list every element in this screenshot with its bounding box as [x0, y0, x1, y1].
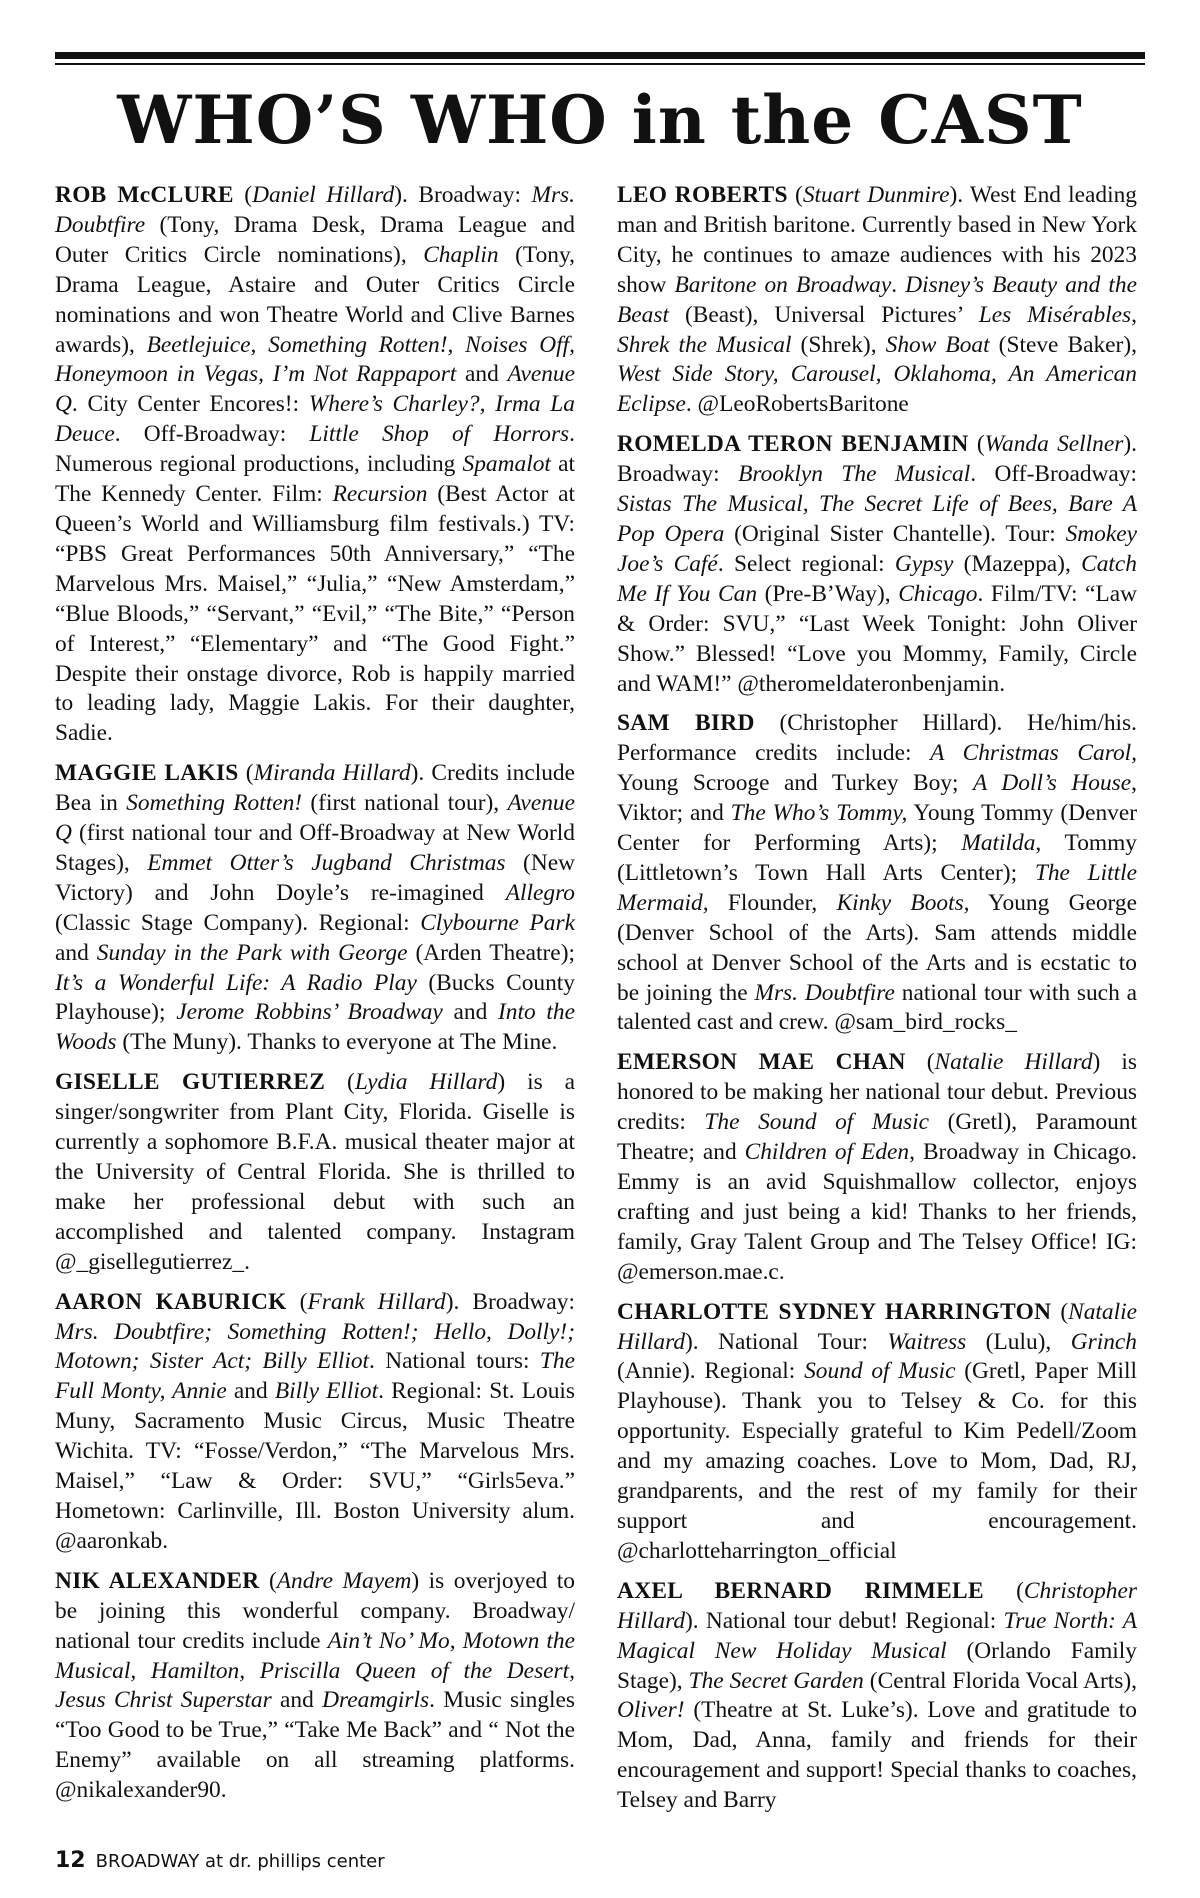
- cast-member-name: MAGGIE LAKIS: [55, 760, 239, 787]
- page-footer: [55, 1848, 385, 1873]
- italic-credit: Mrs. Doubtfire; Something Rotten!; Hello, Dolly!; Motown; Sister Act; Billy Elliot: [55, 1318, 575, 1375]
- header-rule-thick: [55, 52, 1145, 59]
- italic-credit: Shrek the Musical: [617, 331, 792, 358]
- italic-credit: Something Rotten!: [126, 790, 303, 817]
- italic-credit: Recursion: [332, 481, 428, 508]
- italic-credit: Frank Hillard: [307, 1288, 446, 1315]
- page-title: WHO’S WHO in the CAST: [117, 81, 1083, 159]
- bio-entry: CHARLOTTE SYDNEY HARRINGTON (Natalie Hillard). National Tour: Waitress (Lulu), Grinch (Annie). Regional: Sound of Music (Gretl, Paper Mill Playhouse). Thank you to Telsey & Co. for this opportunity. Especially grateful to Kim Pedell/Zoom and my amazing coaches. Love to Mom, Dad, RJ, grandparents, and the rest of my family for their support and encouragement. @charlotteharrington_official: [617, 1298, 1138, 1564]
- italic-credit: Into the Woods: [55, 999, 576, 1056]
- italic-credit: Chicago: [898, 580, 978, 607]
- italic-credit: Natalie Hillard: [617, 1298, 1138, 1355]
- italic-credit: Kinky Boots,: [836, 889, 970, 916]
- bio-entry: AARON KABURICK (Frank Hillard). Broadway: Mrs. Doubtfire; Something Rotten!; Hello, Dolly!; Motown; Sister Act; Billy Elliot. National tours: The Full Monty, Annie and Billy Elliot. Regional: St. Louis Muny, Sacramento Music Circus, Music Theatre Wichita. TV: “Fosse/Verdon,” “The Marvelous Mrs. Maisel,” “Law & Order: SVU,” “Girls5eva.” Hometown: Carlinville, Ill. Boston University alum. @aaronkab.: [55, 1288, 575, 1554]
- italic-credit: Avenue Q: [55, 790, 575, 847]
- cast-member-name: GISELLE GUTIERREZ: [55, 1069, 326, 1096]
- italic-credit: It’s a Wonderful Life: A Radio Play: [55, 969, 417, 996]
- italic-credit: West Side Story, Carousel, Oklahoma, An American Eclipse: [617, 361, 1137, 418]
- italic-credit: A Christmas Carol,: [930, 740, 1137, 767]
- bio-entry: EMERSON MAE CHAN (Natalie Hillard) is honored to be making her national tour debut. Previous credits: The Sound of Music (Gretl), Paramount Theatre; and Children of Eden, Broadway in Chicago. Emmy is an avid Squishmallow collector, enjoys crafting and just being a kid! Thanks to her friends, family, Gray Talent Group and The Telsey Office! IG: @emerson.mae.c.: [617, 1049, 1138, 1285]
- italic-credit: Daniel Hillard: [252, 182, 395, 208]
- italic-credit: Avenue Q: [55, 361, 576, 418]
- italic-credit: Wanda Sellner: [984, 431, 1124, 458]
- italic-credit: Children of Eden: [744, 1139, 910, 1166]
- right-column: [617, 181, 1137, 1826]
- header-rule-thin: [55, 63, 1145, 65]
- italic-credit: Emmet Otter’s Jugband Christmas: [147, 849, 506, 876]
- cast-member-name: AXEL BERNARD RIMMELE: [617, 1577, 984, 1604]
- italic-credit: A Doll’s House: [973, 770, 1132, 797]
- cast-member-name: AARON KABURICK: [55, 1288, 287, 1315]
- italic-credit: The Sound of Music: [704, 1109, 930, 1136]
- italic-credit: Brooklyn The Musical: [738, 461, 971, 488]
- italic-credit: Where’s Charley?, Irma La Deuce: [55, 391, 575, 448]
- italic-credit: Baritone on Broadway: [674, 271, 892, 298]
- bio-entry: SAM BIRD (Christopher Hillard). He/him/his. Performance credits include: A Christmas Carol, Young Scrooge and Turkey Boy; A Doll’s House, Viktor; and The Who’s Tommy, Young Tommy (Denver Center for Performing Arts); Matilda, Tommy (Littletown’s Town Hall Arts Center); The Little Mermaid, Flounder, Kinky Boots, Young George (Denver School of the Arts). Sam attends middle school at Denver School of the Arts and is ecstatic to be joining the Mrs. Doubtfire national tour with such a talented cast and crew. @sam_bird_rocks_: [617, 710, 1138, 1036]
- publication-name: BROADWAY at dr. phillips center: [95, 1851, 385, 1872]
- italic-credit: Grinch: [1070, 1328, 1137, 1355]
- page-number: 12: [55, 1848, 86, 1873]
- italic-credit: Lydia Hillard: [354, 1069, 498, 1096]
- bio-entry: AXEL BERNARD RIMMELE (Christopher Hillard). National tour debut! Regional: True North: A Magical New Holiday Musical (Orlando Family Stage), The Secret Garden (Central Florida Vocal Arts), Oliver! (Theatre at St. Luke’s). Love and gratitude to Mom, Dad, Anna, family and friends for their encouragement and support! Special thanks to coaches, Telsey and Barry: [617, 1577, 1138, 1814]
- cast-member-name: EMERSON MAE CHAN: [617, 1049, 906, 1076]
- italic-credit: Waitress: [887, 1328, 967, 1355]
- italic-credit: Sistas The Musical, The Secret Life of Bees, Bare A Pop Opera: [617, 491, 1137, 547]
- cast-member-name: SAM BIRD: [617, 710, 755, 737]
- bio-entry: NIK ALEXANDER (Andre Mayem) is overjoyed to be joining this wonderful company. Broadway/ national tour credits include Ain’t No’ Mo, Motown the Musical, Hamilton, Priscilla Queen of the Desert, Jesus Christ Superstar and Dreamgirls. Music singles “Too Good to be True,” “Take Me Back” and “ Not the Enemy” available on all streaming platforms. @nikalexander90.: [55, 1567, 576, 1804]
- italic-credit: Mrs. Doubtfire: [55, 182, 575, 238]
- italic-credit: Andre Mayem: [276, 1567, 412, 1594]
- bio-entry: LEO ROBERTS (Stuart Dunmire). West End leading man and British baritone. Currently based in New York City, he continues to amaze audiences with his 2023 show Baritone on Broadway. Disney’s Beauty and the Beast (Beast), Universal Pictures’ Les Misérables, Shrek the Musical (Shrek), Show Boat (Steve Baker), West Side Story, Carousel, Oklahoma, An American Eclipse. @LeoRobertsBaritone: [617, 182, 1138, 418]
- italic-credit: Show Boat: [885, 331, 990, 358]
- cast-member-name: NIK ALEXANDER: [55, 1567, 260, 1594]
- italic-credit: Sound of Music: [804, 1358, 956, 1385]
- italic-credit: Spamalot: [462, 451, 551, 478]
- bio-entry: MAGGIE LAKIS (Miranda Hillard). Credits include Bea in Something Rotten! (first national tour), Avenue Q (first national tour and Off-Broadway at New World Stages), Emmet Otter’s Jugband Christmas (New Victory) and John Doyle’s re-imagined Allegro (Classic Stage Company). Regional: Clybourne Park and Sunday in the Park with George (Arden Theatre); It’s a Wonderful Life: A Radio Play (Bucks County Playhouse); Jerome Robbins’ Broadway and Into the Woods (The Muny). Thanks to everyone at The Mine.: [55, 760, 576, 1056]
- italic-credit: Les Misérables: [978, 301, 1132, 328]
- cast-member-name: ROB McCLURE: [55, 182, 234, 208]
- italic-credit: Gypsy: [894, 550, 954, 577]
- italic-credit: Disney’s Beauty and the Beast: [617, 271, 1137, 328]
- italic-credit: Billy Elliot: [274, 1378, 379, 1405]
- italic-credit: Jerome Robbins’ Broadway: [176, 999, 443, 1026]
- italic-credit: The Little Mermaid,: [617, 859, 1137, 916]
- italic-credit: Miranda Hillard: [253, 760, 411, 787]
- italic-credit: Christopher Hillard: [617, 1577, 1137, 1634]
- italic-credit: The Who’s Tommy,: [730, 800, 908, 827]
- bio-entry: ROB McCLURE (Daniel Hillard). Broadway: Mrs. Doubtfire (Tony, Drama Desk, Drama League and Outer Critics Circle nominations), Chaplin (Tony, Drama League, Astaire and Outer Critics Circle nominations and won Theatre World and Clive Barnes awards), Beetlejuice, Something Rotten!, Noises Off, Honeymoon in Vegas, I’m Not Rappaport and Avenue Q. City Center Encores!: Where’s Charley?, Irma La Deuce. Off-Broadway: Little Shop of Horrors. Numerous regional productions, including Spamalot at The Kennedy Center. Film: Recursion (Best Actor at Queen’s World and Williamsburg film festivals.) TV: “PBS Great Performances 50th Anniversary,” “The Marvelous Mrs. Maisel,” “Julia,” “New Amsterdam,” “Blue Bloods,” “Servant,” “Evil,” “The Bite,” “Person of Interest,” “Elementary” and “The Good Fight.” Despite their onstage divorce, Rob is happily married to leading lady, Maggie Lakis. For their daughter, Sadie.: [55, 182, 576, 747]
- header-rule: [55, 52, 1145, 65]
- italic-credit: True North: A Magical New Holiday Musical: [617, 1607, 1137, 1664]
- italic-credit: Little Shop of Horrors: [309, 421, 570, 448]
- italic-credit: Beetlejuice, Something Rotten!, Noises Off, Honeymoon in Vegas, I’m Not Rappaport: [55, 331, 575, 388]
- italic-credit: Matilda: [961, 830, 1036, 857]
- italic-credit: The Full Monty, Annie: [55, 1348, 575, 1405]
- bio-entry: ROMELDA TERON BENJAMIN (Wanda Sellner). Broadway: Brooklyn The Musical. Off-Broadway: Sistas The Musical, The Secret Life of Bees, Bare A Pop Opera (Original Sister Chantelle). Tour: Smokey Joe’s Café. Select regional: Gypsy (Mazeppa), Catch Me If You Can (Pre-B’Way), Chicago. Film/TV: “Law & Order: SVU,” “Last Week Tonight: John Oliver Show.” Blessed! “Love you Mommy, Family, Circle and WAM!” @theromeldateronbenjamin.: [617, 431, 1137, 697]
- italic-credit: The Secret Garden: [688, 1667, 864, 1694]
- italic-credit: Dreamgirls: [322, 1687, 430, 1714]
- italic-credit: Natalie Hillard: [934, 1049, 1093, 1076]
- left-column: [55, 181, 575, 1816]
- italic-credit: Smokey Joe’s Café: [617, 520, 1137, 577]
- italic-credit: Ain’t No’ Mo, Motown the Musical, Hamilton, Priscilla Queen of the Desert, Jesus Christ Superstar: [55, 1627, 575, 1714]
- italic-credit: Stuart Dunmire: [802, 182, 950, 208]
- italic-credit: Oliver!: [617, 1697, 685, 1724]
- cast-member-name: LEO ROBERTS: [617, 182, 788, 208]
- italic-credit: Clybourne Park: [420, 909, 575, 936]
- cast-member-name: ROMELDA TERON BENJAMIN: [617, 431, 969, 458]
- italic-credit: Mrs. Doubtfire: [754, 979, 895, 1006]
- italic-credit: Chaplin: [423, 241, 499, 268]
- bio-entry: GISELLE GUTIERREZ (Lydia Hillard) is a singer/songwriter from Plant City, Florida. Giselle is currently a sophomore B.F.A. musical theater major at the University of Central Florida. She is thrilled to make her professional debut with such an accomplished and talented company. Instagram @_gisellegutierrez_.: [55, 1069, 575, 1275]
- italic-credit: Sunday in the Park with George: [96, 939, 408, 966]
- italic-credit: Catch Me If You Can: [617, 550, 1137, 607]
- italic-credit: Allegro: [505, 879, 575, 906]
- cast-member-name: CHARLOTTE SYDNEY HARRINGTON: [617, 1298, 1052, 1325]
